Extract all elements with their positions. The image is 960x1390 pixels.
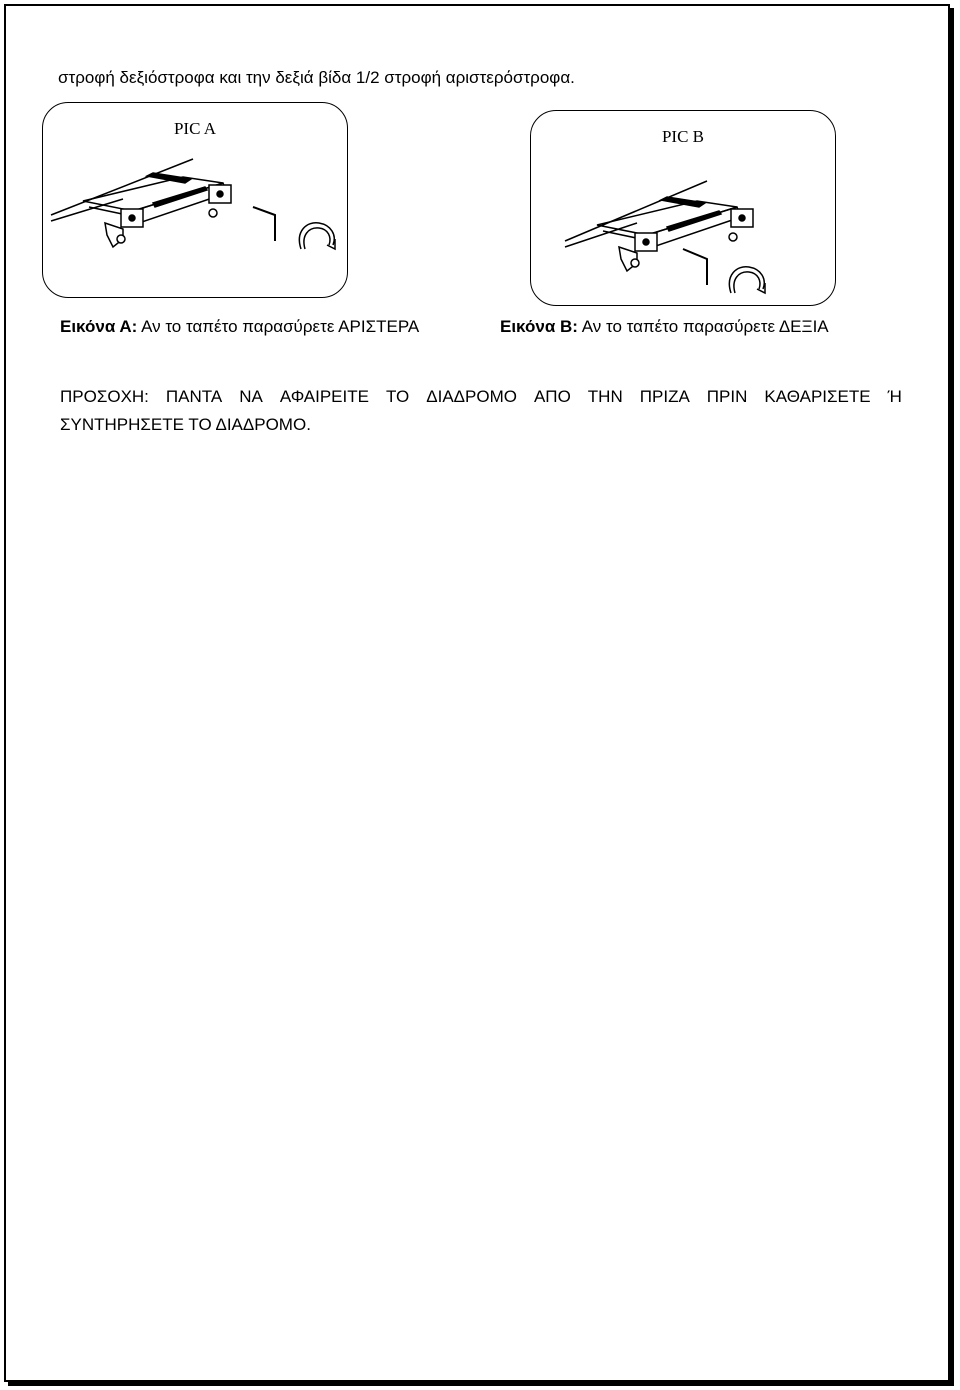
warning-word: ΑΠΟ <box>533 387 571 406</box>
warning-word: ΝΑ <box>239 387 263 406</box>
warning-word: ΠΡΙΝ <box>706 387 748 406</box>
figure-caption-b <box>500 317 829 337</box>
caption-text-a: Αν το ταπέτο παρασύρετε ΑΡΙΣΤΕΡΑ <box>137 317 420 336</box>
caption-label-b: Εικόνα Β: <box>500 317 578 336</box>
warning-word: Ή <box>887 387 902 406</box>
warning-notice <box>60 387 902 435</box>
treadmill-end-icon <box>565 181 753 271</box>
figure-title-a: PIC A <box>173 119 217 138</box>
figure-drawing-a <box>43 103 347 297</box>
intro-text: στροφή δεξιόστροφα και την δεξιά βίδα 1/2 στροφή αριστερόστροφα. <box>58 68 575 87</box>
figure-pic-a <box>42 102 348 298</box>
warning-word: ΤΗΝ <box>587 387 623 406</box>
caption-label-a: Εικόνα Α: <box>60 317 138 336</box>
allen-key-icon <box>683 249 707 285</box>
clockwise-arrow-icon <box>299 223 335 249</box>
warning-line-1 <box>60 387 902 407</box>
warning-word: ΤΟ <box>385 387 410 406</box>
figure-drawing-b <box>531 111 835 305</box>
warning-word: ΠΡΙΖΑ <box>639 387 690 406</box>
warning-word: ΠΡΟΣΟΧΗ: <box>60 387 149 406</box>
allen-key-icon <box>253 207 275 241</box>
warning-word: ΠΑΝΤΑ <box>165 387 223 406</box>
figure-title-b: PIC B <box>661 127 705 146</box>
clockwise-arrow-icon <box>729 267 765 293</box>
warning-line-2: ΣΥΝΤΗΡΗΣΕΤΕ ΤΟ ΔΙΑΔΡΟΜΟ. <box>60 415 311 434</box>
treadmill-end-icon <box>51 159 231 247</box>
figure-pic-b <box>530 110 836 306</box>
warning-word: ΔΙΑΔΡΟΜΟ <box>426 387 517 406</box>
warning-word: ΑΦΑΙΡΕΙΤΕ <box>279 387 369 406</box>
figure-caption-a <box>60 317 419 337</box>
warning-word: ΚΑΘΑΡΙΣΕΤΕ <box>764 387 871 406</box>
caption-text-b: Αν το ταπέτο παρασύρετε ΔΕΞΙΑ <box>577 317 829 336</box>
